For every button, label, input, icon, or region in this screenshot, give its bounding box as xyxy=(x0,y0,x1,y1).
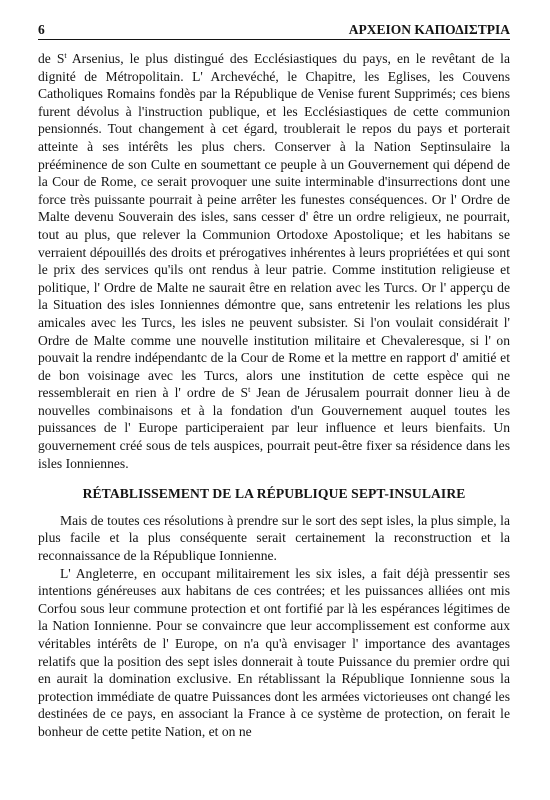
superscript-t-1: t xyxy=(64,51,67,60)
header-rule xyxy=(38,39,510,40)
paragraph-1-part-1: de S xyxy=(38,51,65,66)
section-title: RÉTABLISSEMENT DE LA RÉPUBLIQUE SEPT-INSULAIRE xyxy=(82,486,466,502)
superscript-t-2: t xyxy=(248,385,251,395)
paragraph-1-part-3: Jean de Jérusalem pourrait donner lieu à de nouvelles combinaisons et à la fondation d'un Gouvernement auquel toutes les puissances de l' Europe participeraient par leur influence et leurs bienfaits. Un gouvernement créé sous de tels auspices, pourrait peut-être fixer sa résidence dans les isles Ionniennes. xyxy=(38,385,510,471)
paragraph-3: L' Angleterre, en occupant militairement les six isles, a fait déjà pressentir ses intentions généreuses aux habitans de ces contrées; et les puissances alliées ont mis Corfou sous leur commune protection et ont fortifié par là les espérances légitimes de la Nation Ionnienne. Pour se convaincre que leur accomplissement est conforme aux véritables intérêts de l' Europe, on n'a qu'à envisager l' importance des avantages relatifs que la position des sept isles donnerait à toute Puissance du premier ordre qui en aurait la domination exclusive. En rétablissant la République Ionnienne sous la protection immédiate de quatre Puissances dont les armées victorieuses ont changé les destinées de ce pays, en associant la France à ce système de protection, on ferait le bonheur de cette petite Nation, et on ne xyxy=(38,565,510,739)
paragraph-1-part-2: Arsenius, le plus distingué des Ecclésiastiques du pays, en le revêtant de la dignité de Métropolitain. L' Archevéché, le Chapitre, les Eglises, les Couvens Catholiques Romains fondès par la République de Venise furent Supprimés; ces biens furent dévolus à l'instruction publique, et les Ecclésiastiques de cette communion pensionnés. Tout changement à cet égard, troublerait le repos du pays et porterait atteinte à ses intérêts les plus chers. Conserver à la Nation Septinsulaire la prééminence de son Culte en soumettant ce peuple à un Gouvernement qui dépend de la Cour de Rome, ce serait provoquer une suite interminable d'insurrections dont une force très puissante pourrait à peine arrêter les funestes conséquences. Or l' Ordre de Malte devenu Souverain des isles, sans cesser d' être un ordre religieux, ne pourrait, tout au plus, que relever la Communion Ortodoxe Apostolique; et les habitans se verraient dépouillés des droits et prérogatives inhérentes à leurs propriétées et qui sont le prix des services qu'ils ont rendus à leur patrie. Comme institution religieuse et politique, l' Ordre de Malte ne saurait être en relation avec les Turcs. Or l' apperçu de la Situation des isles Ionniennes démontre que, sans entretenir les relations les plus amicales avec les Turcs, les isles ne peuvent subsister. Si l'on voulait considérait l' Ordre de Malte comme une nouvelle institution militaire et Chevaleresque, si l' on pouvait la rendre indépendantc de la Cour de Rome et la mettre en rapport d' amitié et de bon voisinage avec les Turcs, alors une institution de cette espèce qui ne ressemblerait en rien à l' ordre de S xyxy=(38,51,510,401)
running-title: ΑΡΧΕΙΟΝ ΚΑΠΟΔΙΣΤΡΙΑ xyxy=(348,22,510,37)
page-number: 6 xyxy=(38,22,45,37)
page-body xyxy=(38,50,510,741)
page-header xyxy=(38,16,510,38)
paragraph-1 xyxy=(38,50,510,472)
paragraph-2: Mais de toutes ces résolutions à prendre sur le sort des sept isles, la plus simple, la plus facile et la plus conséquente serait certainement la reconstruction et la reconnaissance de la République Ionnienne. xyxy=(38,512,510,564)
